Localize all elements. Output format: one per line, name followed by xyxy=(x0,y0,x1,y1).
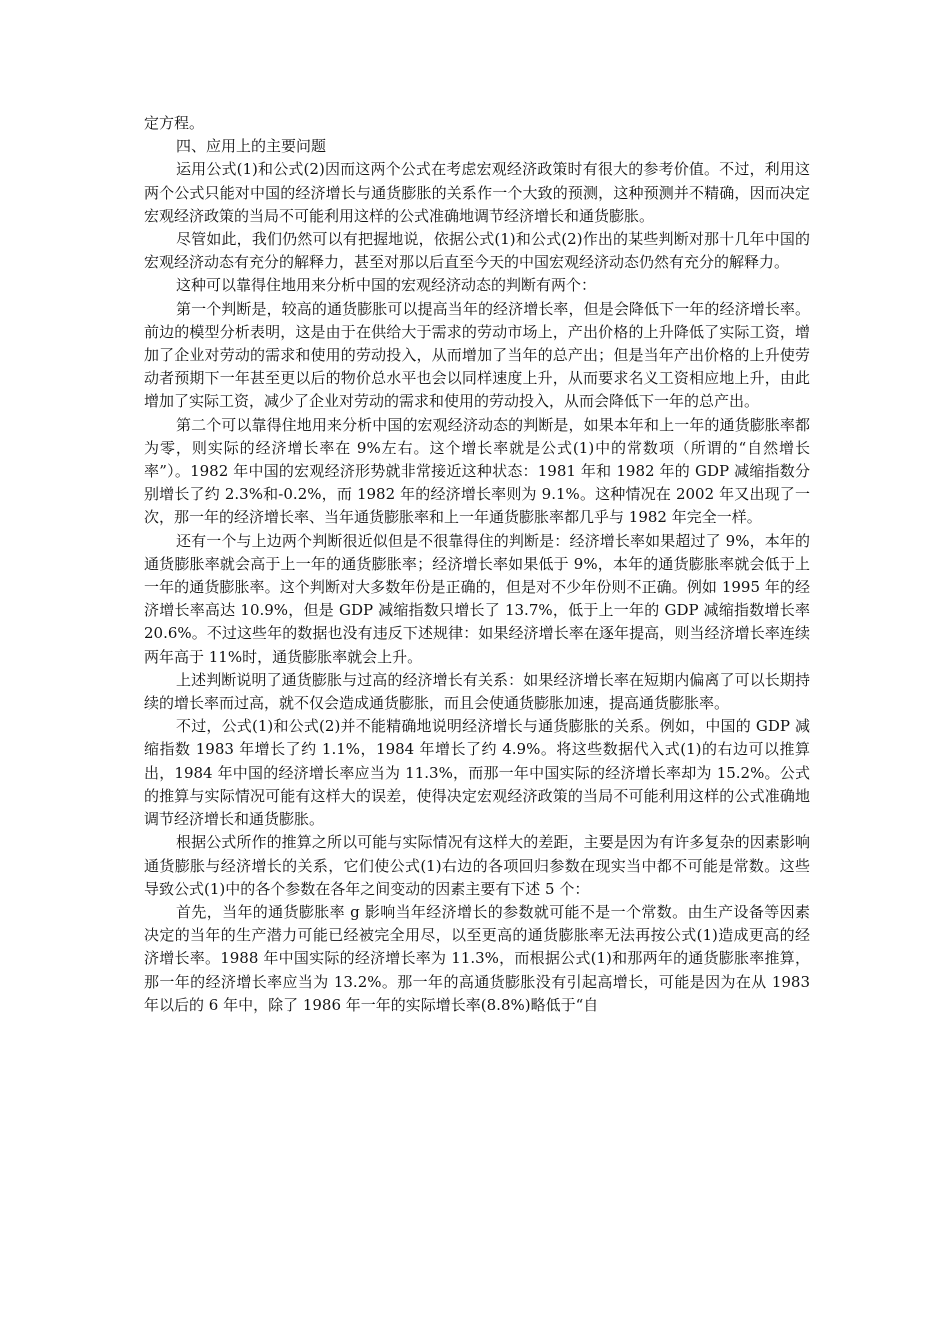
paragraph: 运用公式(1)和公式(2)因而这两个公式在考虑宏观经济政策时有很大的参考价值。不过，利用这两个公式只能对中国的经济增长与通货膨胀的关系作一个大致的预测，这种预测并不精确，因而决定宏观经济政策的当局不可能利用这样的公式准确地调节经济增长和通货膨胀。 xyxy=(144,160,810,225)
paragraph: 不过，公式(1)和公式(2)并不能精确地说明经济增长与通货膨胀的关系。例如，中国的 GDP 减缩指数 1983 年增长了约 1.1%，1984 年增长了约 4.9%。将这些数据代入式(1)的右边可以推算出，1984 年中国的经济增长率应当为 11.3%，而那一年中国实际的经济增长率却为 15.2%。公式的推算与实际情况可能有这样大的误差，使得决定宏观经济政策的当局不可能利用这样的公式准确地调节经济增长和通货膨胀。 xyxy=(144,717,810,829)
paragraph: 根据公式所作的推算之所以可能与实际情况有这样大的差距，主要是因为有许多复杂的因素影响通货膨胀与经济增长的关系，它们使公式(1)右边的各项回归参数在现实当中都不可能是常数。这些导致公式(1)中的各个参数在各年之间变动的因素主要有下述 5 个： xyxy=(144,833,810,898)
paragraph: 还有一个与上边两个判断很近似但是不很靠得住的判断是：经济增长率如果超过了 9%，本年的通货膨胀率就会高于上一年的通货膨胀率；经济增长率如果低于 9%，本年的通货膨胀率就会低于上一年的通货膨胀率。这个判断对大多数年份是正确的，但是对不少年份则不正确。例如 1995 年的经济增长率高达 10.9%，但是 GDP 减缩指数只增长了 13.7%，低于上一年的 GDP 减缩指数增长率 20.6%。不过这些年的数据也没有违反下述规律：如果经济增长率在逐年提高，则当经济增长率连续两年高于 11%时，通货膨胀率就会上升。 xyxy=(144,531,810,666)
paragraph: 上述判断说明了通货膨胀与过高的经济增长有关系：如果经济增长率在短期内偏离了可以长期持续的增长率而过高，就不仅会造成通货膨胀，而且会使通货膨胀加速，提高通货膨胀率。 xyxy=(144,670,810,713)
paragraph: 第二个可以靠得住地用来分析中国的宏观经济动态的判断是，如果本年和上一年的通货膨胀率都为零，则实际的经济增长率在 9%左右。这个增长率就是公式(1)中的常数项（所谓的“自然增长率”）。1982 年中国的宏观经济形势就非常接近这种状态：1981 年和 1982 年的 GDP 减缩指数分别增长了约 2.3%和-0.2%，而 1982 年的经济增长率则为 9.1%。这种情况在 2002 年又出现了一次，那一年的经济增长率、当年通货膨胀率和上一年通货膨胀率都几乎与 1982 年完全一样。 xyxy=(144,415,810,527)
paragraph: 第一个判断是，较高的通货膨胀可以提高当年的经济增长率，但是会降低下一年的经济增长率。前边的模型分析表明，这是由于在供给大于需求的劳动市场上，产出价格的上升降低了实际工资，增加了企业对劳动的需求和使用的劳动投入，从而增加了当年的总产出；但是当年产出价格的上升使劳动者预期下一年甚至更以后的物价总水平也会以同样速度上升，从而要求名义工资相应地上升，由此增加了实际工资，减少了企业对劳动的需求和使用的劳动投入，从而会降低下一年的总产出。 xyxy=(144,299,810,411)
paragraph: 尽管如此，我们仍然可以有把握地说，依据公式(1)和公式(2)作出的某些判断对那十几年中国的宏观经济动态有充分的解释力，甚至对那以后直至今天的中国宏观经济动态仍然有充分的解释力。 xyxy=(144,230,810,272)
document-page xyxy=(144,112,810,1017)
section-heading: 四、应用上的主要问题 xyxy=(176,137,327,156)
paragraph: 首先，当年的通货膨胀率 g 影响当年经济增长的参数就可能不是一个常数。由生产设备等因素决定的当年的生产潜力可能已经被完全用尽，以至更高的通货膨胀率无法再按公式(1)造成更高的经济增长率。1988 年中国实际的经济增长率为 11.3%，而根据公式(1)和那两年的通货膨胀率推算，那一年的经济增长率应当为 13.2%。那一年的高通货膨胀没有引起高增长，可能是因为在从 1983 年以后的 6 年中，除了 1986 年一年的实际增长率(8.8%)略低于“自 xyxy=(144,902,810,1014)
paragraph-continuation: 定方程。 xyxy=(144,114,205,132)
paragraph: 这种可以靠得住地用来分析中国的宏观经济动态的判断有两个： xyxy=(176,276,597,295)
